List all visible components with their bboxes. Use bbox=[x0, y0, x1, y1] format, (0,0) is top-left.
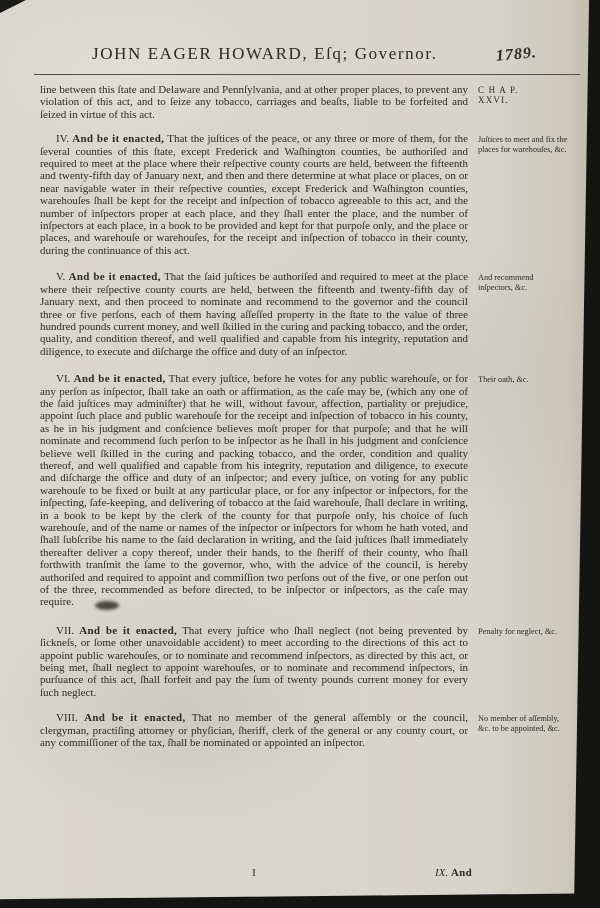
section-text: That every juſtice who ſhall neglect (not being prevented by ſickneſs, or ſome other unavoidable accident) to meet according to the directions of this act to appoint public warehouſes, or to nominate and recommend inſpectors, as directed by this act, or being met, ſhall neglect to appoint warehouſes, or to nominate and recommend inſpectors, in purſuance of this act, ſhall forfeit and pay the ſum of twenty pounds current money for every ſuch neglect. bbox=[40, 624, 468, 699]
section-number: VI. bbox=[56, 373, 71, 386]
governor-title: JOHN EAGER HOWARD, Eſq; Governor. bbox=[92, 44, 438, 63]
page-header bbox=[40, 44, 580, 64]
catchword-word: And bbox=[450, 867, 472, 879]
section-paragraph bbox=[40, 133, 468, 257]
ink-smudge bbox=[95, 601, 119, 610]
catchword-number: IX. bbox=[435, 867, 449, 879]
enacting-clause: And be it enacted, bbox=[68, 271, 161, 284]
signature-mark: I bbox=[252, 867, 256, 879]
chapter-label: C H A P. bbox=[478, 85, 519, 95]
section-text: That every juſtice, before he votes for any public warehouſe, or for any perſon as inſpector, ſhall take an oath or affirmation, as the caſe may be, (which any one of the ſaid juſtices may adminiſter) that he will, without favour, affection, partiality or prejudice, appoint ſuch place and public warehouſe for the receipt and inſpection of tobacco in his county, as he in his judgment and conſcience believes moſt proper for that purpoſe; and that he will nominate and recommend ſuch perſon to be inſpector as he ſhall in his judgment and conſcience believe well ſkilled in the curing and packing tobacco, and the order, condition and quality thereof, and well qualified and capable from his integrity, reputation and diligence, to execute and diſcharge the office and duty of an inſpector; and every juſtice, on voting for any public warehouſe to be fixed or built at any particular place, or for any inſpector or inſpectors, for the inſpecting, ſafe-keeping, and delivering of tobacco at the ſaid warehouſe, ſhall declare in writing, in a book to be kept by the clerk of the county for that purpoſe only, his choice of ſuch warehouſe, and of the name or names of the inſpector or inſpectors for whom he hath voted, and ſhall ſubſcribe his name to the ſaid declaration in writing, and the ſaid juſtices ſhall immediately thereafter deliver a copy thereof, under their hands, to the ſheriff of their county, who ſhall forthwith tranſmit the ſame to the governor, who, with the advice of the council, is hereby authoriſed and required to appoint and commiſſion two perſons out of the five, or one perſon out of the three, recommended as before directed, to be inſpector or inſpectors, as the caſe may require. bbox=[40, 373, 469, 609]
section-text: That the juſtices of the peace, or any three or more of them, for the ſeveral counties of this ſtate, except Frederick and Waſhington counties, be authoriſed and required to meet at the place where their reſpective county courts are held, between the fifteenth and twenty-fifth day of January next, and then and there determine at what place or places, on or near navigable water in their reſpective counties, except Frederick and Waſhington counties, warehouſes ſhall be kept for the receipt and inſpection of tobacco agreeable to this act, and the number of inſpectors proper at each place, and they ſhall enter the place, and the number of inſpectors at each place, in a book to be provided and kept for that purpoſe only, and the place or places, and warehouſe or warehouſes, for the receipt and inſpection of tobacco in their county, during the continuance of this act. bbox=[40, 133, 469, 257]
page-footer bbox=[40, 867, 472, 882]
section-number: VII. bbox=[56, 624, 75, 637]
chapter-number: XXVI. bbox=[478, 94, 509, 105]
header-rule bbox=[34, 74, 580, 75]
enacting-clause: And be it enacted, bbox=[73, 373, 166, 386]
section-row-v bbox=[40, 271, 574, 358]
section-number: V. bbox=[56, 271, 66, 284]
scan-edge-bottom bbox=[0, 892, 600, 908]
section-paragraph bbox=[40, 712, 468, 749]
document-body bbox=[40, 84, 574, 750]
margin-note: Penalty for neglect, &c. bbox=[478, 626, 558, 636]
enacting-clause: And be it enacted, bbox=[84, 712, 186, 725]
section-paragraph bbox=[40, 373, 468, 609]
margin-note: No member of aſſembly, &c. to be appointed, &c. bbox=[478, 714, 560, 733]
scan-edge-right bbox=[574, 0, 600, 908]
section-text: That the ſaid juſtices be authoriſed and required to meet at the place where their reſpective county courts are held, between the fifteenth and twenty-fifth day of January next, and then proceed to nominate and recommend to the governor and the council three or five perſons, each of them having aſſeſſed property in the ſtate to the value of three hundred pounds current money, and well ſkilled in the curing and packing tobacco, and the order, quality, and condition thereof, and well qualified and capable from his integrity, reputation and diligence, to execute and diſcharge the office and duty of an inſpector. bbox=[40, 271, 468, 358]
catchword bbox=[435, 867, 472, 879]
section-number: IV. bbox=[56, 133, 69, 146]
section-text: That no member of the general aſſembly or the council, clergyman, practiſing attorney or phyſician, ſheriff, clerk of the general or any county court, or any commiſſioner of the tax, ſhall be nominated or appointed an inſpector. bbox=[40, 712, 469, 750]
enacting-clause: And be it enacted, bbox=[79, 624, 178, 637]
margin-note: Juſtices to meet and fix the places for warehouſes, &c. bbox=[478, 135, 568, 154]
section-row-viii bbox=[40, 712, 574, 749]
section-row-vii bbox=[40, 625, 574, 699]
scan-corner-topleft bbox=[0, 0, 26, 13]
section-row-iv bbox=[40, 133, 574, 257]
section-row-vi bbox=[40, 373, 574, 609]
margin-note: And recommend inſpectors, &c. bbox=[478, 273, 534, 292]
section-paragraph bbox=[40, 271, 468, 358]
intro-row bbox=[40, 84, 574, 121]
margin-note: Their oath, &c. bbox=[478, 375, 529, 385]
intro-text: line between this ſtate and Delaware and Pennſylvania, and at other proper places, to prevent any violation of this act, and to ſeize any tobacco, carriages and beaſts, liable to be forfeited and ſeized in virtue of this act. bbox=[40, 84, 468, 121]
chapter-note bbox=[478, 84, 570, 105]
enacting-clause: And be it enacted, bbox=[72, 133, 165, 146]
paragraph-intro bbox=[40, 84, 468, 121]
year-label: 1789. bbox=[494, 44, 538, 65]
section-number: VIII. bbox=[56, 712, 78, 725]
section-paragraph bbox=[40, 625, 468, 699]
